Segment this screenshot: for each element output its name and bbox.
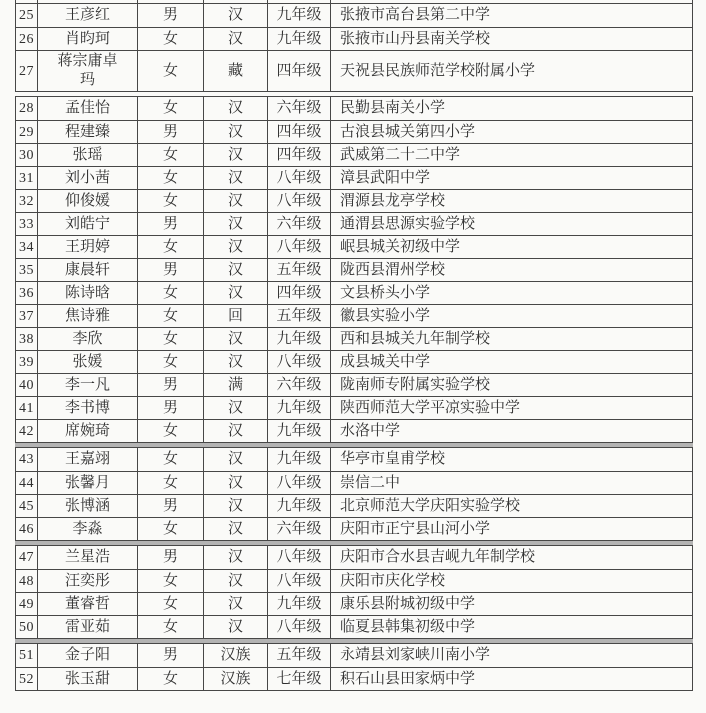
cell-grade: 五年级	[268, 644, 331, 667]
cell-gender: 女	[138, 419, 204, 442]
cell-school: 陇西县渭州学校	[331, 258, 692, 281]
cell-ethnicity: 汉	[204, 258, 268, 281]
table-section	[15, 447, 693, 541]
cell-ethnicity: 回	[204, 304, 268, 327]
cell-grade: 八年级	[268, 569, 331, 592]
cell-ethnicity: 汉	[204, 97, 268, 120]
cell-ethnicity: 汉	[204, 569, 268, 592]
cell-no: 38	[16, 327, 38, 350]
cell-grade: 九年级	[268, 448, 331, 471]
cell-no: 28	[16, 97, 38, 120]
cell-no: 51	[16, 644, 38, 667]
cell-name: 席婉琦	[38, 419, 138, 442]
cell-name: 董睿哲	[38, 592, 138, 615]
cell-grade: 八年级	[268, 471, 331, 494]
cell-grade: 六年级	[268, 373, 331, 396]
cell-gender: 男	[138, 373, 204, 396]
cell-school: 北京师范大学庆阳实验学校	[331, 494, 692, 517]
cell-gender: 女	[138, 615, 204, 638]
cell-no: 34	[16, 235, 38, 258]
clipped-previous-row	[15, 0, 693, 3]
cell-name: 李一凡	[38, 373, 138, 396]
cell-school: 永靖县刘家峡川南小学	[340, 647, 491, 663]
cell-gender: 男	[138, 120, 204, 143]
cell-gender: 女	[138, 517, 204, 540]
cell-gender: 女	[138, 350, 204, 373]
cell-no: 47	[16, 546, 38, 569]
cell-gender: 男	[138, 212, 204, 235]
cell-name: 张玉甜	[38, 667, 138, 690]
cell-school: 西和县城关九年制学校	[331, 327, 692, 350]
cell-no: 40	[16, 373, 38, 396]
cell-ethnicity: 满	[204, 373, 268, 396]
cell-no: 48	[16, 569, 38, 592]
cell-no: 30	[16, 143, 38, 166]
cell-school: 庆阳市合水县吉岘九年制学校	[340, 549, 536, 565]
cell-school: 陕西师范大学平凉实验中学	[331, 396, 692, 419]
cell-name: 刘小茜	[38, 166, 138, 189]
cell-no: 46	[16, 517, 38, 540]
cell-name: 兰星浩	[38, 546, 138, 569]
cell-no: 32	[16, 189, 38, 212]
cell-name: 汪奕彤	[38, 569, 138, 592]
cell-no: 37	[16, 304, 38, 327]
cell-gender: 女	[138, 189, 204, 212]
column-divider	[268, 0, 331, 3]
cell-gender: 女	[138, 471, 204, 494]
cell-grade: 八年级	[268, 235, 331, 258]
cell-school: 庆阳市正宁县山河小学	[331, 517, 692, 540]
cell-name: 张馨月	[38, 471, 138, 494]
cell-grade: 八年级	[268, 166, 331, 189]
cell-name: 王嘉翊	[38, 448, 138, 471]
cell-grade: 九年级	[268, 327, 331, 350]
cell-grade: 四年级	[268, 281, 331, 304]
cell-grade: 五年级	[268, 258, 331, 281]
cell-school: 康乐县附城初级中学	[331, 592, 692, 615]
cell-gender: 女	[138, 304, 204, 327]
cell-school: 张掖市高台县第二中学	[340, 7, 491, 23]
cell-name: 张博涵	[38, 494, 138, 517]
cell-ethnicity: 汉	[204, 189, 268, 212]
cell-ethnicity: 汉	[204, 448, 268, 471]
cell-no: 27	[16, 50, 38, 91]
cell-ethnicity: 汉	[204, 281, 268, 304]
cell-ethnicity: 藏	[204, 50, 268, 91]
cell-grade: 四年级	[268, 120, 331, 143]
cell-school: 徽县实验小学	[331, 304, 692, 327]
cell-no: 25	[16, 4, 38, 27]
cell-grade: 四年级	[268, 50, 331, 91]
cell-name: 孟佳怡	[38, 97, 138, 120]
cell-grade: 六年级	[268, 212, 331, 235]
cell-school: 通渭县思源实验学校	[331, 212, 692, 235]
cell-no: 43	[16, 448, 38, 471]
cell-ethnicity: 汉	[204, 143, 268, 166]
cell-name: 李书博	[38, 396, 138, 419]
cell-name: 李淼	[38, 517, 138, 540]
cell-school: 民勤县南关小学	[340, 100, 446, 116]
cell-no: 44	[16, 471, 38, 494]
cell-gender: 女	[138, 27, 204, 50]
cell-name: 康晨轩	[38, 258, 138, 281]
cell-gender: 女	[138, 97, 204, 120]
table-section	[15, 3, 693, 92]
cell-ethnicity: 汉族	[204, 644, 268, 667]
column-divider	[204, 0, 268, 3]
column-divider	[331, 0, 692, 3]
cell-no: 33	[16, 212, 38, 235]
column-divider	[138, 0, 204, 3]
cell-no: 50	[16, 615, 38, 638]
cell-ethnicity: 汉	[204, 592, 268, 615]
cell-gender: 女	[138, 592, 204, 615]
cell-name: 仰俊媛	[38, 189, 138, 212]
cell-school: 崇信二中	[331, 471, 692, 494]
cell-no: 26	[16, 27, 38, 50]
cell-ethnicity: 汉	[204, 120, 268, 143]
cell-name: 金子阳	[38, 644, 138, 667]
cell-school: 古浪县城关第四小学	[331, 120, 692, 143]
cell-grade: 九年级	[268, 396, 331, 419]
cell-gender: 男	[138, 546, 204, 569]
cell-gender: 女	[138, 235, 204, 258]
cell-ethnicity: 汉	[204, 546, 268, 569]
cell-school: 临夏县韩集初级中学	[331, 615, 692, 638]
cell-name: 陈诗晗	[38, 281, 138, 304]
cell-ethnicity: 汉	[204, 166, 268, 189]
cell-gender: 女	[138, 143, 204, 166]
cell-school: 庆阳市庆化学校	[331, 569, 692, 592]
table-sections	[15, 3, 693, 691]
cell-gender: 女	[138, 327, 204, 350]
cell-name: 刘皓宁	[38, 212, 138, 235]
cell-name: 焦诗雅	[38, 304, 138, 327]
cell-grade: 九年级	[268, 419, 331, 442]
cell-ethnicity: 汉	[204, 517, 268, 540]
cell-gender: 女	[138, 166, 204, 189]
cell-no: 49	[16, 592, 38, 615]
cell-school: 漳县武阳中学	[331, 166, 692, 189]
column-divider	[16, 0, 38, 3]
cell-name: 肖昀珂	[38, 27, 138, 50]
cell-ethnicity: 汉	[204, 212, 268, 235]
cell-name: 王彦红	[38, 4, 138, 27]
cell-name: 张瑶	[38, 143, 138, 166]
column-divider	[38, 0, 138, 3]
cell-school: 成县城关中学	[331, 350, 692, 373]
cell-school: 文县桥头小学	[331, 281, 692, 304]
cell-gender: 男	[138, 258, 204, 281]
cell-grade: 九年级	[268, 494, 331, 517]
cell-no: 45	[16, 494, 38, 517]
cell-grade: 八年级	[268, 615, 331, 638]
cell-school: 陇南师专附属实验学校	[331, 373, 692, 396]
cell-ethnicity: 汉	[204, 494, 268, 517]
cell-name: 王玥婷	[38, 235, 138, 258]
table-section	[15, 96, 693, 443]
cell-grade: 九年级	[268, 4, 331, 27]
cell-grade: 七年级	[268, 667, 331, 690]
cell-no: 29	[16, 120, 38, 143]
cell-grade: 八年级	[268, 546, 331, 569]
table-section	[15, 643, 693, 691]
cell-school: 华亭市皇甫学校	[340, 451, 446, 467]
cell-name: 张媛	[38, 350, 138, 373]
cell-gender: 男	[138, 4, 204, 27]
cell-school: 武威第二十二中学	[331, 143, 692, 166]
cell-grade: 五年级	[268, 304, 331, 327]
cell-grade: 九年级	[268, 27, 331, 50]
cell-grade: 八年级	[268, 189, 331, 212]
cell-gender: 男	[138, 494, 204, 517]
cell-grade: 六年级	[268, 517, 331, 540]
cell-school: 渭源县龙亭学校	[331, 189, 692, 212]
cell-name: 雷亚茹	[38, 615, 138, 638]
cell-gender: 男	[138, 644, 204, 667]
cell-ethnicity: 汉	[204, 396, 268, 419]
cell-no: 52	[16, 667, 38, 690]
cell-school: 张掖市山丹县南关学校	[331, 27, 692, 50]
cell-no: 31	[16, 166, 38, 189]
cell-gender: 女	[138, 448, 204, 471]
table-section	[15, 545, 693, 639]
cell-name: 蒋宗庸卓玛	[38, 50, 138, 91]
cell-ethnicity: 汉	[204, 327, 268, 350]
cell-name: 李欣	[38, 327, 138, 350]
cell-ethnicity: 汉	[204, 235, 268, 258]
cell-gender: 女	[138, 667, 204, 690]
cell-school: 积石山县田家炳中学	[331, 667, 692, 690]
cell-ethnicity: 汉	[204, 419, 268, 442]
cell-no: 36	[16, 281, 38, 304]
cell-name: 程建臻	[38, 120, 138, 143]
cell-ethnicity: 汉族	[204, 667, 268, 690]
cell-gender: 女	[138, 569, 204, 592]
cell-no: 41	[16, 396, 38, 419]
cell-gender: 女	[138, 281, 204, 304]
cell-gender: 女	[138, 50, 204, 91]
cell-gender: 男	[138, 396, 204, 419]
student-table	[15, 0, 693, 691]
cell-ethnicity: 汉	[204, 615, 268, 638]
cell-school: 天祝县民族师范学校附属小学	[331, 50, 692, 91]
cell-no: 35	[16, 258, 38, 281]
cell-ethnicity: 汉	[204, 27, 268, 50]
cell-grade: 九年级	[268, 592, 331, 615]
cell-school: 岷县城关初级中学	[331, 235, 692, 258]
cell-no: 42	[16, 419, 38, 442]
cell-school: 水洛中学	[331, 419, 692, 442]
cell-no: 39	[16, 350, 38, 373]
cell-ethnicity: 汉	[204, 4, 268, 27]
cell-ethnicity: 汉	[204, 471, 268, 494]
cell-grade: 四年级	[268, 143, 331, 166]
cell-ethnicity: 汉	[204, 350, 268, 373]
cell-grade: 六年级	[268, 97, 331, 120]
cell-grade: 八年级	[268, 350, 331, 373]
